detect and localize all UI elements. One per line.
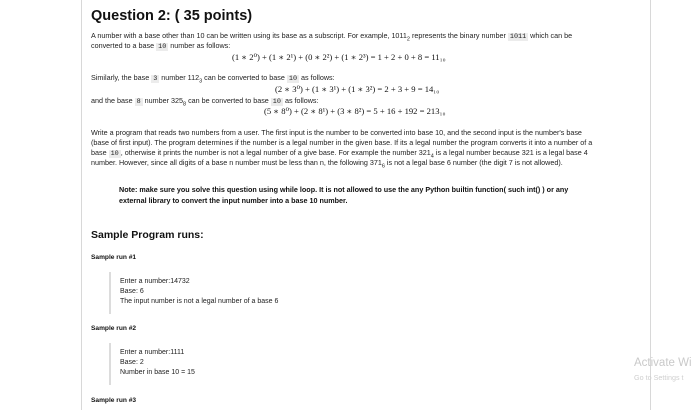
task4-text-a: number. However, since all digits of a base n number must be less than n, the following 371: [91, 158, 382, 167]
base8-code-1: 8: [136, 98, 141, 106]
run2-line-2: Base: 2: [120, 359, 144, 366]
note-line-2: external library to convert the input number into a base 10 number.: [119, 196, 348, 205]
intro2-text-b: number as follows:: [168, 41, 231, 50]
equation-1: (1 ∗ 2⁰) + (1 ∗ 2¹) + (0 ∗ 2²) + (1 ∗ 2³) = 1 + 2 + 0 + 8 = 11₁₀: [232, 52, 446, 62]
similar-code-1: 3: [153, 75, 158, 83]
task3-subscript: 4: [430, 153, 434, 160]
sample-run-1-output: [109, 272, 278, 314]
task4-subscript: 6: [381, 163, 385, 170]
question-title: Question 2: ( 35 points): [91, 8, 253, 24]
base8-text-d: as follows:: [282, 96, 319, 105]
run1-line-3: The input number is not a legal number of a base 6: [120, 298, 279, 305]
task-line-1: Write a program that reads two numbers from a user. The first input is the number to be converted into base 10, and the second input is the number's base: [91, 128, 582, 137]
sample-run-1-label: Sample run #1: [91, 254, 137, 261]
intro-line-2: [91, 41, 230, 52]
sample-run-2-label: Sample run #2: [91, 325, 137, 332]
run1-line-2: Base: 6: [120, 288, 144, 295]
base8-text-c: can be converted to base: [186, 96, 271, 105]
run2-line-1: Enter a number:1111: [120, 349, 185, 356]
similar-subscript: 3: [199, 78, 203, 85]
run1-line-1: Enter a number:14732: [120, 278, 190, 285]
base8-text-a: and the base: [91, 96, 135, 105]
activate-windows-watermark: Activate Wi: [634, 357, 692, 369]
sample-runs-title: Sample Program runs:: [91, 229, 204, 241]
intro-text-b: represents the binary number: [409, 31, 508, 40]
equation-2: (2 ∗ 3⁰) + (1 ∗ 3¹) + (1 ∗ 3²) = 2 + 3 + 9 = 14₁₀: [275, 84, 440, 94]
sample-run-2-output: [109, 343, 195, 385]
intro-code: 1011: [509, 33, 527, 41]
base8-code-2: 10: [272, 98, 281, 106]
intro2-text-a: converted to a base: [91, 41, 157, 50]
task3-text-b: , otherwise it prints the number is not a legal number of a give base. For example the number 321: [120, 148, 431, 157]
equation-3: (5 ∗ 8⁰) + (2 ∗ 8¹) + (3 ∗ 8²) = 5 + 16 + 192 = 213₁₀: [264, 106, 446, 116]
intro-text-c: which can be: [528, 31, 573, 40]
task3-code: 10: [110, 150, 119, 158]
task3-text-a: base: [91, 148, 109, 157]
go-to-settings-watermark: Go to Settings t: [634, 373, 684, 382]
similar-text-a: Similarly, the base: [91, 73, 152, 82]
similar-text-c: can be converted to base: [202, 73, 287, 82]
sample-run-3-label: Sample run #3: [91, 397, 137, 404]
task4-text-b: is not a legal base 6 number (the digit 7 is not allowed).: [384, 158, 563, 167]
similar-text-d: as follows:: [299, 73, 335, 82]
intro-subscript: 2: [406, 36, 410, 43]
task-line-4: [91, 158, 563, 171]
intro-text-a: A number with a base other than 10 can be written using its base as a subscript. For example, 1011: [91, 31, 407, 40]
base8-subscript: 8: [183, 101, 187, 108]
similar-text-b: number 112: [159, 73, 200, 82]
note-line-1: Note: make sure you solve this question using while loop. It is not allowed to use the any Python builtin function( such int() ) or any: [119, 185, 569, 194]
task-line-2: (base of first input). The program determines if the number is a legal number in the given base. If its a legal number the program converts it into a number of a: [91, 138, 593, 147]
run2-line-3: Number in base 10 = 15: [120, 369, 195, 376]
base8-text-b: number 325: [142, 96, 184, 105]
task3-text-c: is a legal number because 321 is a legal base 4: [433, 148, 588, 157]
similar-code-2: 10: [288, 75, 298, 83]
intro2-code: 10: [158, 43, 167, 51]
